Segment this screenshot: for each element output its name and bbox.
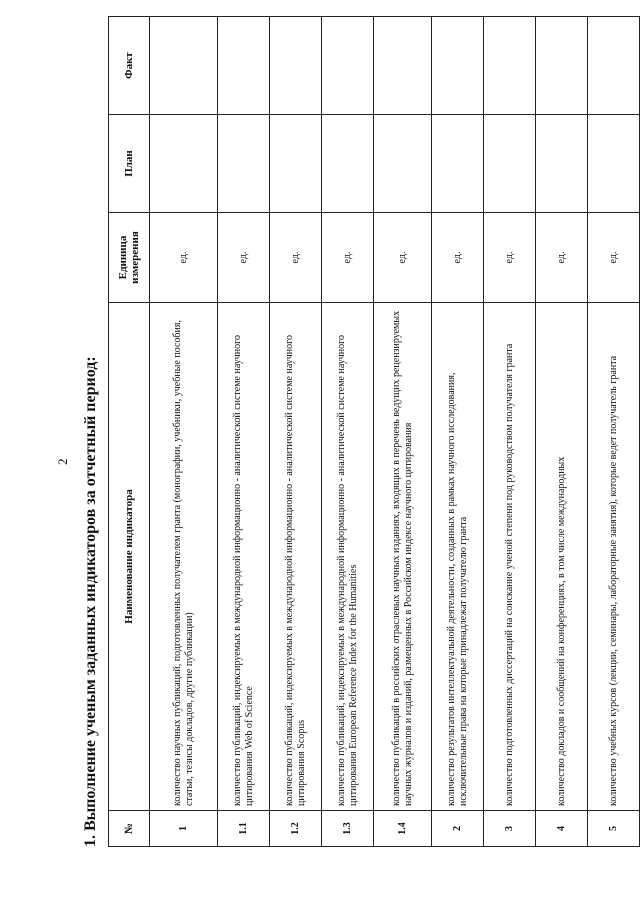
table-row xyxy=(322,17,374,847)
table-row xyxy=(374,17,432,847)
fact-cell xyxy=(432,17,484,115)
unit-cell: ед. xyxy=(484,213,536,303)
unit-cell: ед. xyxy=(432,213,484,303)
row-number: 4 xyxy=(536,811,588,847)
indicator-name: количество результатов интеллектуальной деятельности, созданных в рамках научного исследования, исключительные права на которые принадлежат получателю гранта xyxy=(432,303,484,811)
plan-cell xyxy=(218,115,270,213)
unit-cell: ед. xyxy=(374,213,432,303)
row-number: 1 xyxy=(150,811,218,847)
indicator-name: количество докладов и сообщений на конференциях, в том числе международных xyxy=(536,303,588,811)
row-number: 1.2 xyxy=(270,811,322,847)
plan-cell xyxy=(588,115,640,213)
fact-cell xyxy=(322,17,374,115)
table-row xyxy=(150,17,218,847)
plan-cell xyxy=(374,115,432,213)
row-number: 1.1 xyxy=(218,811,270,847)
plan-cell xyxy=(432,115,484,213)
table-row xyxy=(218,17,270,847)
unit-cell: ед. xyxy=(536,213,588,303)
fact-cell xyxy=(536,17,588,115)
header-number: № xyxy=(109,811,150,847)
unit-cell: ед. xyxy=(218,213,270,303)
table-row xyxy=(432,17,484,847)
indicators-table xyxy=(108,16,640,847)
header-fact: Факт xyxy=(109,17,150,115)
header-unit: Единица измерения xyxy=(109,213,150,303)
page-number: 2 xyxy=(55,458,70,465)
header-plan: План xyxy=(109,115,150,213)
table-row xyxy=(484,17,536,847)
table-row xyxy=(536,17,588,847)
indicator-name: количество публикаций в российских отраслевых научных изданиях, входящих в перечень ведущих рецензируемых научных журналов и изданий, размещенных в Российском индексе научного цитирования xyxy=(374,303,432,811)
plan-cell xyxy=(270,115,322,213)
indicator-name: количество публикаций, индексируемых в международной информационно - аналитической системе научного цитирования Scopus xyxy=(270,303,322,811)
row-number: 5 xyxy=(588,811,640,847)
fact-cell xyxy=(374,17,432,115)
section-title: 1. Выполнение ученым заданных индикаторов за отчетный период: xyxy=(82,356,99,847)
plan-cell xyxy=(484,115,536,213)
unit-cell: ед. xyxy=(588,213,640,303)
unit-cell: ед. xyxy=(270,213,322,303)
fact-cell xyxy=(150,17,218,115)
row-number: 1.4 xyxy=(374,811,432,847)
row-number: 2 xyxy=(432,811,484,847)
indicator-name: количество публикаций, индексируемых в международной информационно - аналитической системе научного цитирования Web of Science xyxy=(218,303,270,811)
fact-cell xyxy=(484,17,536,115)
fact-cell xyxy=(270,17,322,115)
indicator-name: количество научных публикаций, подготовленных получателем гранта (монографии, учебники, учебные пособия, статьи, тезисы докладов, другие публикации) xyxy=(150,303,218,811)
indicator-name: количество учебных курсов (лекции, семинары, лабораторные занятия), которые ведет получатель гранта xyxy=(588,303,640,811)
indicator-name: количество подготовленных диссертаций на соискание ученой степени под руководством получателя гранта xyxy=(484,303,536,811)
table-header-row xyxy=(109,17,150,847)
unit-cell: ед. xyxy=(322,213,374,303)
plan-cell xyxy=(536,115,588,213)
indicator-name: количество публикаций, индексируемых в международной информационно - аналитической системе научного цитирования European Reference Index for the Humanities xyxy=(322,303,374,811)
row-number: 1.3 xyxy=(322,811,374,847)
fact-cell xyxy=(218,17,270,115)
header-indicator-name: Наименование индикатора xyxy=(109,303,150,811)
row-number: 3 xyxy=(484,811,536,847)
plan-cell xyxy=(150,115,218,213)
table-row xyxy=(270,17,322,847)
table-row xyxy=(588,17,640,847)
unit-cell: ед. xyxy=(150,213,218,303)
fact-cell xyxy=(588,17,640,115)
plan-cell xyxy=(322,115,374,213)
